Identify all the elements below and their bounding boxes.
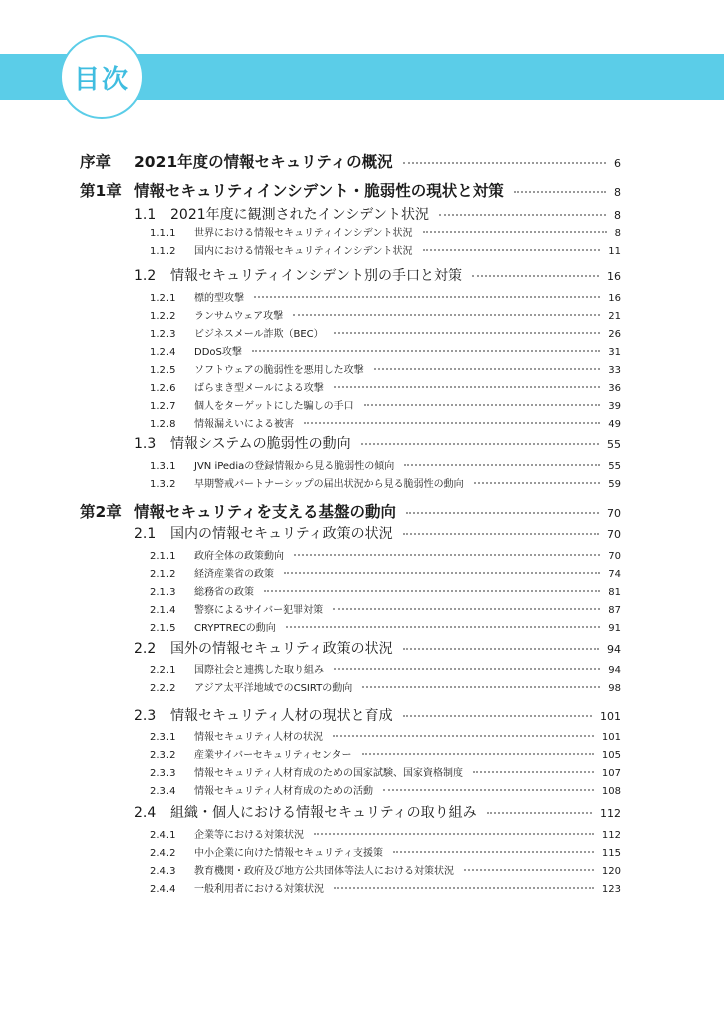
dot-leader	[439, 214, 606, 216]
toc-page-number: 81	[608, 587, 621, 598]
toc-entry-number: 2.1.5	[150, 623, 176, 634]
toc-entry-number: 1.2.2	[150, 311, 176, 322]
toc-entry-number: 2.2.2	[150, 683, 176, 694]
toc-page-number: 115	[601, 848, 621, 859]
toc-page-number: 108	[601, 786, 621, 797]
toc-entry-number: 2.3.1	[150, 732, 176, 743]
toc-entry-title: 情報セキュリティインシデント・脆弱性の現状と対策	[134, 182, 504, 200]
dot-leader	[286, 626, 600, 628]
toc-subsection-row[interactable]	[150, 307, 621, 323]
toc-entry-title: 標的型攻撃	[194, 293, 244, 304]
toc-page-number: 21	[608, 311, 621, 322]
toc-entry-number: 1.2.4	[150, 347, 176, 358]
toc-section-row[interactable]	[134, 433, 621, 453]
toc-page-number: 70	[607, 507, 621, 520]
toc-subsection-row[interactable]	[150, 880, 621, 896]
toc-entry-title: 組織・個人における情報セキュリティの取り組み	[170, 805, 477, 821]
dot-leader	[334, 386, 600, 388]
toc-subsection-row[interactable]	[150, 325, 621, 341]
toc-subsection-row[interactable]	[150, 583, 621, 599]
dot-leader	[252, 350, 600, 352]
toc-entry-number: 第1章	[80, 182, 122, 200]
toc-page-number: 98	[608, 683, 621, 694]
dot-leader	[423, 231, 607, 233]
toc-page-number: 55	[607, 438, 621, 451]
toc-entry-title: 国内における情報セキュリティインシデント状況	[194, 246, 413, 257]
toc-entry-number: 第2章	[80, 503, 122, 521]
dot-leader	[393, 851, 594, 853]
toc-page-number: 49	[608, 419, 621, 430]
toc-subsection-row[interactable]	[150, 547, 621, 563]
dot-leader	[284, 572, 600, 574]
dot-leader	[294, 554, 600, 556]
dot-leader	[474, 482, 601, 484]
toc-subsection-row[interactable]	[150, 862, 621, 878]
toc-page-number: 91	[608, 623, 621, 634]
toc-subsection-row[interactable]	[150, 457, 621, 473]
toc-subsection-row[interactable]	[150, 379, 621, 395]
toc-page-number: 16	[608, 293, 621, 304]
dot-leader	[403, 648, 599, 650]
dot-leader	[514, 191, 606, 193]
toc-entry-title: ランサムウェア攻撃	[194, 311, 284, 322]
toc-entry-title: 世界における情報セキュリティインシデント状況	[194, 228, 413, 239]
toc-entry-number: 2.1.3	[150, 587, 176, 598]
toc-subsection-row[interactable]	[150, 679, 621, 695]
toc-page-number: 70	[607, 528, 621, 541]
toc-subsection-row[interactable]	[150, 728, 621, 744]
toc-page-number: 8	[614, 186, 621, 199]
dot-leader	[334, 668, 600, 670]
toc-page-number: 39	[608, 401, 621, 412]
toc-entry-title: 総務省の政策	[194, 587, 254, 598]
toc-entry-number: 2.2.1	[150, 665, 176, 676]
dot-leader	[403, 715, 592, 717]
toc-entry-number: 2.2	[134, 641, 157, 657]
toc-entry-number: 2.4	[134, 805, 157, 821]
toc-entry-number: 1.2	[134, 268, 157, 284]
dot-leader	[362, 753, 594, 755]
toc-subsection-row[interactable]	[150, 242, 621, 258]
toc-entry-title: 情報セキュリティ人材育成のための国家試験、国家資格制度	[194, 768, 463, 779]
toc-subsection-row[interactable]	[150, 475, 621, 491]
toc-section-row[interactable]	[134, 705, 621, 725]
toc-entry-number: 2.3	[134, 708, 157, 724]
toc-subsection-row[interactable]	[150, 397, 621, 413]
toc-subsection-row[interactable]	[150, 343, 621, 359]
toc-entry-number: 2.3.4	[150, 786, 176, 797]
toc-subsection-row[interactable]	[150, 826, 621, 842]
toc-entry-title: 教育機関・政府及び地方公共団体等法人における対策状況	[194, 866, 454, 877]
toc-page-number: 11	[608, 246, 621, 257]
toc-subsection-row[interactable]	[150, 224, 621, 240]
toc-section-row[interactable]	[134, 638, 621, 658]
toc-subsection-row[interactable]	[150, 619, 621, 635]
dot-leader	[364, 404, 601, 406]
dot-leader	[314, 833, 594, 835]
toc-page-number: 31	[608, 347, 621, 358]
toc-entry-title: 警察によるサイバー犯罪対策	[194, 605, 324, 616]
toc-page-number: 59	[608, 479, 621, 490]
toc-subsection-row[interactable]	[150, 782, 621, 798]
toc-page-number: 94	[608, 665, 621, 676]
toc-entry-number: 2.1.4	[150, 605, 176, 616]
toc-entry-number: 序章	[80, 153, 112, 171]
toc-entry-title: DDoS攻撃	[194, 347, 242, 358]
toc-entry-title: 経済産業省の政策	[194, 569, 274, 580]
toc-entry-title: ばらまき型メールによる攻撃	[194, 383, 324, 394]
toc-page-number: 112	[600, 807, 621, 820]
dot-leader	[404, 464, 600, 466]
toc-entry-number: 1.2.8	[150, 419, 176, 430]
toc-entry-number: 1.2.1	[150, 293, 176, 304]
toc-entry-number: 2.4.2	[150, 848, 176, 859]
toc-entry-number: 1.3.2	[150, 479, 176, 490]
toc-entry-title: 企業等における対策状況	[194, 830, 304, 841]
toc-page-number: 6	[614, 157, 621, 170]
toc-entry-number: 2.3.3	[150, 768, 176, 779]
toc-subsection-row[interactable]	[150, 601, 621, 617]
toc-entry-number: 1.1.2	[150, 246, 176, 257]
dot-leader	[334, 332, 601, 334]
toc-page-number: 16	[607, 270, 621, 283]
toc-entry-title: 2021年度に観測されたインシデント状況	[170, 207, 429, 223]
toc-entry-number: 1.1	[134, 207, 157, 223]
dot-leader	[374, 368, 601, 370]
toc-chapter-row[interactable]	[80, 179, 621, 201]
toc-entry-title: アジア太平洋地域でのCSIRTの動向	[194, 683, 353, 694]
toc-page-number: 94	[607, 643, 621, 656]
toc-entry-title: 国内の情報セキュリティ政策の状況	[170, 526, 393, 542]
toc-entry-title: CRYPTRECの動向	[194, 623, 276, 634]
toc-entry-number: 2.3.2	[150, 750, 176, 761]
toc-section-row[interactable]	[134, 265, 621, 285]
dot-leader	[403, 162, 606, 164]
toc-subsection-row[interactable]	[150, 565, 621, 581]
toc-entry-title: 情報セキュリティ人材の現状と育成	[170, 708, 393, 724]
toc-entry-number: 1.3.1	[150, 461, 176, 472]
toc-entry-number: 1.1.1	[150, 228, 176, 239]
toc-entry-number: 1.2.6	[150, 383, 176, 394]
toc-entry-title: JVN iPediaの登録情報から見る脆弱性の傾向	[194, 461, 395, 472]
dot-leader	[473, 771, 594, 773]
toc-entry-number: 2.4.3	[150, 866, 176, 877]
toc-subsection-row[interactable]	[150, 746, 621, 762]
dot-leader	[264, 590, 600, 592]
toc-section-row[interactable]	[134, 204, 621, 224]
toc-page-number: 33	[608, 365, 621, 376]
toc-section-row[interactable]	[134, 802, 621, 822]
toc-page-number: 107	[601, 768, 621, 779]
toc-entry-title: 早期警戒パートナーシップの届出状況から見る脆弱性の動向	[194, 479, 464, 490]
toc-entry-title: 情報セキュリティを支える基盤の動向	[134, 503, 396, 521]
dot-leader	[293, 314, 600, 316]
toc-page-number: 26	[608, 329, 621, 340]
toc-subsection-row[interactable]	[150, 661, 621, 677]
dot-leader	[383, 789, 594, 791]
toc-entry-number: 2.1.2	[150, 569, 176, 580]
toc-page-number: 8	[614, 228, 621, 239]
dot-leader	[406, 512, 599, 514]
toc-subsection-row[interactable]	[150, 289, 621, 305]
toc-page-number: 36	[608, 383, 621, 394]
toc-entry-title: 情報システムの脆弱性の動向	[170, 436, 351, 452]
dot-leader	[334, 887, 594, 889]
toc-subsection-row[interactable]	[150, 844, 621, 860]
toc-page-number: 74	[608, 569, 621, 580]
toc-entry-title: 産業サイバーセキュリティセンター	[194, 750, 352, 761]
toc-entry-title: 情報セキュリティ人材育成のための活動	[194, 786, 373, 797]
toc-page-number: 105	[601, 750, 621, 761]
toc-page-number: 123	[601, 884, 621, 895]
toc-subsection-row[interactable]	[150, 361, 621, 377]
toc-subsection-row[interactable]	[150, 415, 621, 431]
toc-entry-number: 2.4.1	[150, 830, 176, 841]
toc-entry-number: 1.2.3	[150, 329, 176, 340]
dot-leader	[362, 686, 600, 688]
toc-entry-number: 2.4.4	[150, 884, 176, 895]
toc-chapter-row[interactable]	[80, 500, 621, 522]
dot-leader	[423, 249, 601, 251]
toc-entry-number: 2.1	[134, 526, 157, 542]
toc-entry-title: 中小企業に向けた情報セキュリティ支援策	[194, 848, 383, 859]
toc-entry-title: 国外の情報セキュリティ政策の状況	[170, 641, 393, 657]
dot-leader	[472, 275, 599, 277]
toc-entry-title: ビジネスメール詐欺（BEC）	[194, 329, 324, 340]
toc-subsection-row[interactable]	[150, 764, 621, 780]
toc-page-number: 8	[614, 209, 621, 222]
toc-page-number: 120	[601, 866, 621, 877]
dot-leader	[464, 869, 594, 871]
toc-entry-title: 個人をターゲットにした騙しの手口	[194, 401, 354, 412]
toc-chapter-row[interactable]	[80, 150, 621, 172]
toc-page-number: 87	[608, 605, 621, 616]
dot-leader	[487, 812, 592, 814]
toc-entry-title: 政府全体の政策動向	[194, 551, 284, 562]
toc-entry-number: 1.2.5	[150, 365, 176, 376]
toc-entry-title: ソフトウェアの脆弱性を悪用した攻撃	[194, 365, 364, 376]
toc-entry-number: 1.2.7	[150, 401, 176, 412]
toc-page-number: 112	[601, 830, 621, 841]
page-title: 目次	[73, 64, 130, 95]
dot-leader	[254, 296, 600, 298]
toc-entry-title: 情報セキュリティインシデント別の手口と対策	[170, 268, 462, 284]
toc-entry-title: 2021年度の情報セキュリティの概況	[134, 153, 393, 171]
dot-leader	[333, 608, 600, 610]
toc-entry-title: 情報漏えいによる被害	[194, 419, 294, 430]
toc-section-row[interactable]	[134, 523, 621, 543]
toc-page-number: 70	[608, 551, 621, 562]
toc-entry-title: 一般利用者における対策状況	[194, 884, 324, 895]
toc-entry-title: 国際社会と連携した取り組み	[194, 665, 324, 676]
toc-page-number: 101	[601, 732, 621, 743]
toc-page-number: 101	[600, 710, 621, 723]
toc-entry-title: 情報セキュリティ人材の状況	[194, 732, 323, 743]
toc-entry-number: 1.3	[134, 436, 157, 452]
dot-leader	[333, 735, 594, 737]
dot-leader	[403, 533, 599, 535]
dot-leader	[304, 422, 600, 424]
dot-leader	[361, 443, 599, 445]
toc-page-number: 55	[608, 461, 621, 472]
toc-entry-number: 2.1.1	[150, 551, 176, 562]
